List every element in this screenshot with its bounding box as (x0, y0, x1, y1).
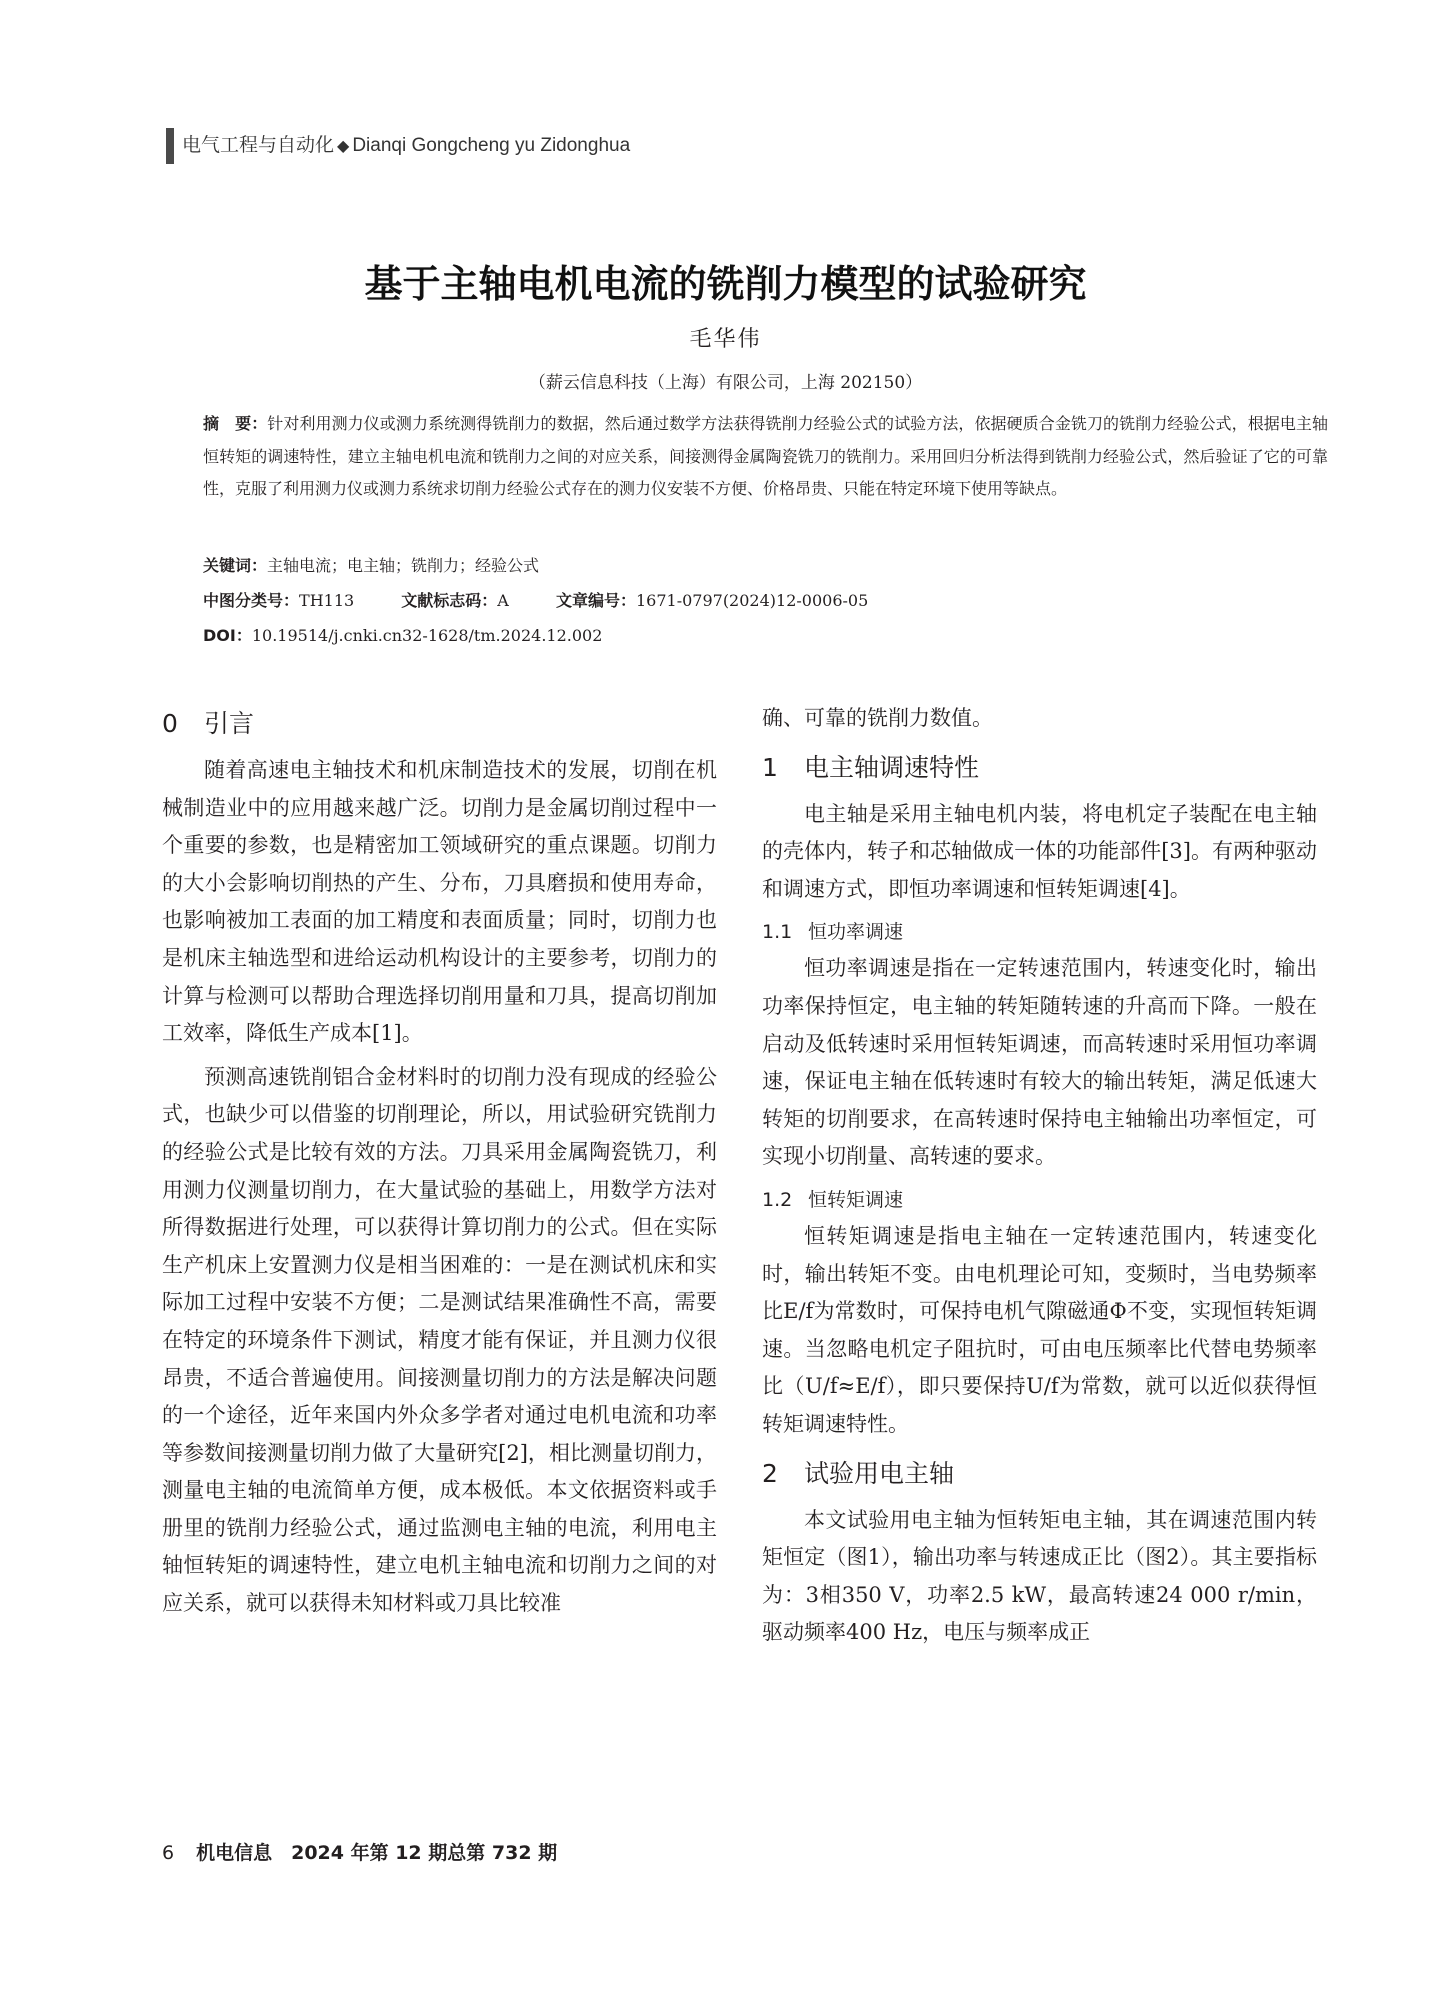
doi-label: DOI： (203, 626, 252, 645)
keywords-text: 主轴电流；电主轴；铣削力；经验公式 (267, 556, 540, 575)
paper-title: 基于主轴电机电流的铣削力模型的试验研究 (364, 262, 1087, 306)
paragraph: 恒功率调速是指在一定转速范围内，转速变化时，输出功率保持恒定，电主轴的转矩随转速的升高而下降。一般在启动及低转速时采用恒转矩调速，而高转速时采用恒功率调速，保证电主轴在低转速时有较大的输出转矩，满足低速大转矩的切削要求，在高转速时保持电主轴输出功率恒定，可实现小切削量、高转速的要求。 (762, 956, 1317, 1169)
paragraph-continued: 确、可靠的铣削力数值。 (762, 706, 993, 730)
journal-issue: 机电信息 2024 年第 12 期总第 732 期 (196, 1842, 558, 1864)
paragraph: 随着高速电主轴技术和机床制造技术的发展，切削在机械制造业中的应用越来越广泛。切削力是金属切削过程中一个重要的参数，也是精密加工领域研究的重点课题。切削力的大小会影响切削热的产生、分布，刀具磨损和使用寿命，也影响被加工表面的加工精度和表面质量；同时，切削力也是机床主轴选型和进给运动机构设计的主要参考，切削力的计算与检测可以帮助合理选择切削用量和刀具，提高切削加工效率，降低生产成本[1]。 (162, 758, 717, 1046)
section-heading-1-2: 1.2 恒转矩调速 (762, 1188, 904, 1211)
running-header-pinyin: Dianqi Gongcheng yu Zidonghua (352, 135, 631, 156)
classification-line (203, 585, 1328, 618)
page-footer (162, 1838, 557, 1865)
article-no-label: 文章编号： (555, 591, 636, 610)
clc-value: TH113 (299, 591, 355, 610)
clc-label: 中图分类号： (203, 591, 300, 610)
running-header-bar (166, 128, 174, 164)
doi (203, 620, 1328, 653)
keywords (203, 550, 1328, 583)
paragraph: 电主轴是采用主轴电机内装，将电机定子装配在电主轴的壳体内，转子和芯轴做成一体的功能部件[3]。有两种驱动和调速方式，即恒功率调速和恒转矩调速[4]。 (762, 801, 1317, 901)
page-number: 6 (162, 1842, 175, 1864)
paragraph: 预测高速铣削铝合金材料时的切削力没有现成的经验公式，也缺少可以借鉴的切削理论，所以，用试验研究铣削力的经验公式是比较有效的方法。刀具采用金属陶瓷铣刀，利用测力仪测量切削力，在大量试验的基础上，用数学方法对所得数据进行处理，可以获得计算切削力的公式。但在实际生产机床上安置测力仪是相当困难的：一是在测试机床和实际加工过程中安装不方便；二是测试结果准确性不高，需要在特定的环境条件下测试，精度才能有保证，并且测力仪很昂贵，不适合普遍使用。间接测量切削力的方法是解决问题的一个途径，近年来国内外众多学者对通过电机电流和功率等参数间接测量切削力做了大量研究[2]，相比测量切削力，测量电主轴的电流简单方便，成本极低。本文依据资料或手册里的铣削力经验公式，通过监测电主轴的电流，利用电主轴恒转矩的调速特性，建立电机主轴电流和切削力之间的对应关系，就可以获得未知材料或刀具比较准 (162, 1064, 717, 1616)
article-no-value: 1671-0797(2024)12-0006-05 (635, 591, 869, 610)
running-header (182, 130, 630, 157)
diamond-icon: ◆ (337, 136, 350, 155)
author: 毛华伟 (689, 327, 762, 352)
right-column (762, 700, 1317, 1658)
paragraph: 本文试验用电主轴为恒转矩电主轴，其在调速范围内转矩恒定（图1），输出功率与转速成正比（图2）。其主要指标为：3相350 V，功率2.5 kW，最高转速24 000 r/min，驱动频率400 Hz，电压与频率成正 (762, 1507, 1317, 1645)
keywords-label: 关键词： (203, 556, 268, 575)
abstract-label: 摘 要： (203, 414, 268, 433)
paragraph: 恒转矩调速是指电主轴在一定转速范围内，转速变化时，输出转矩不变。由电机理论可知，变频时，当电势频率比E/f为常数时，可保持电机气隙磁通Φ不变，实现恒转矩调速。当忽略电机定子阻抗时，可由电压频率比代替电势频率比（U/f≈E/f），即只要保持U/f为常数，就可以近似获得恒转矩调速特性。 (762, 1223, 1317, 1436)
abstract-text: 针对利用测力仪或测力系统测得铣削力的数据，然后通过数学方法获得铣削力经验公式的试验方法，依据硬质合金铣刀的铣削力经验公式，根据电主轴恒转矩的调速特性，建立主轴电机电流和铣削力之间的对应关系，间接测得金属陶瓷铣刀的铣削力。采用回归分析法得到铣削力经验公式，然后验证了它的可靠性，克服了利用测力仪或测力系统求切削力经验公式存在的测力仪安装不方便、价格昂贵、只能在特定环境下使用等缺点。 (203, 414, 1328, 498)
abstract (203, 408, 1328, 506)
left-column (162, 700, 717, 1629)
section-heading-0: 0 引言 (162, 709, 255, 738)
section-heading-1: 1 电主轴调速特性 (762, 752, 980, 782)
doc-code-value: A (497, 591, 509, 610)
affiliation: （薪云信息科技（上海）有限公司，上海 202150） (528, 373, 923, 393)
doc-code-label: 文献标志码： (401, 591, 498, 610)
doi-value: 10.19514/j.cnki.cn32-1628/tm.2024.12.002 (251, 626, 603, 645)
section-heading-1-1: 1.1 恒功率调速 (762, 921, 904, 944)
section-heading-2: 2 试验用电主轴 (762, 1458, 955, 1488)
running-header-cn: 电气工程与自动化 (182, 134, 335, 156)
